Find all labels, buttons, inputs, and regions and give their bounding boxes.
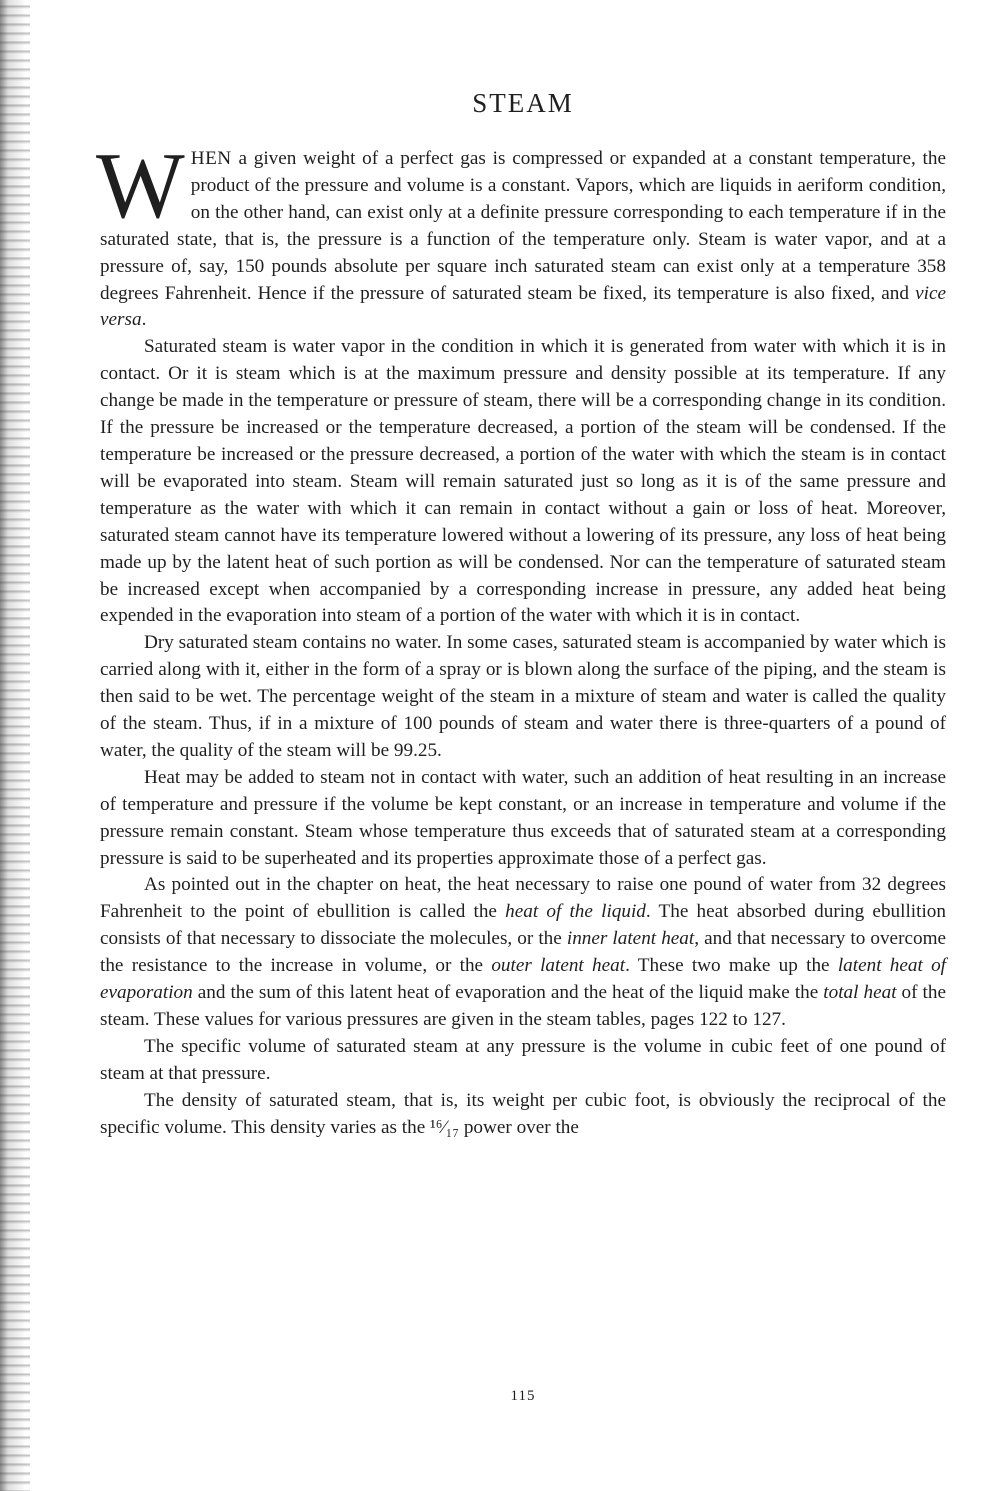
paragraph-6: The specific volume of saturated steam at any pressure is the volume in cubic feet of one pound of steam at that pressure. bbox=[100, 1035, 946, 1084]
italic-latent-heat-of-evaporation: latent heat of evaporation bbox=[100, 955, 946, 1004]
paragraph-5-text-f: of the steam. These values for various pressures are given in the steam tables, pages 122 to 127. bbox=[100, 982, 946, 1030]
page-number: 115 bbox=[510, 1388, 536, 1404]
paragraph-5-text-b: . The heat absorbed during ebullition consists of that necessary to dissociate the molecules, or the bbox=[100, 901, 946, 950]
paragraph-5-text-d: . These two make up the bbox=[625, 955, 838, 977]
paragraph-3: Dry saturated steam contains no water. In some cases, saturated steam is accompanied by water which is carried along with it, either in the form of a spray or is blown along the surface of the piping, and the steam is then said to be wet. The percentage weight of the steam in a mixture of steam and water is called the quality of the steam. Thus, if in a mixture of 100 pounds of steam and water there is three-quarters of a pound of water, the quality of the steam will be 99.25. bbox=[100, 632, 946, 761]
italic-vice-versa: vice versa bbox=[100, 282, 946, 331]
paragraph-4: Heat may be added to steam not in contact with water, such an addition of heat resulting in an increase of temperature and pressure if the volume be kept constant, or an increase in temperature and volume if the pressure remain constant. Steam whose temperature thus exceeds that of saturated steam at a corresponding pressure is said to be superheated and its properties approximate those of a perfect gas. bbox=[100, 766, 946, 869]
page-title: STEAM bbox=[472, 88, 574, 118]
paragraph-1-text-a: a given weight of a perfect gas is compressed or expanded at a constant temperature, the product of the pressure and volume is a constant. Vapors, which are liquids in aeriform condition, on the other hand, can exist only at a definite pressure corresponding to each temperature if in the saturated state, that is, the pressure is a function of the temperature only. Steam is water vapor, and at a pressure of, say, 150 pounds absolute per square inch saturated steam can exist only at a temperature 358 degrees Fahrenheit. Hence if the pressure of saturated steam be fixed, its temperature is also fixed, and bbox=[100, 148, 946, 304]
italic-outer-latent-heat: outer latent heat bbox=[491, 955, 626, 977]
italic-inner-latent-heat: inner latent heat bbox=[566, 928, 695, 950]
body-text bbox=[96, 134, 947, 1142]
drop-cap: W bbox=[96, 134, 185, 238]
paragraph-1-text-b: . bbox=[141, 309, 147, 331]
paragraph-5-text-c: , and that necessary to overcome the resistance to the increase in volume, or the bbox=[100, 928, 947, 977]
paragraph-5-text-a: As pointed out in the chapter on heat, the heat necessary to raise one pound of water from 32 degrees Fahrenheit to the point of ebullition is called the bbox=[100, 874, 946, 923]
paragraph-1 bbox=[96, 134, 946, 334]
italic-total-heat: total heat bbox=[823, 982, 897, 1004]
paragraph-2: Saturated steam is water vapor in the condition in which it is generated from water with which it is in contact. Or it is steam which is at the maximum pressure and density possible at its temperature. If any change be made in the temperature or pressure of steam, there will be a corresponding change in its condition. If the pressure be increased or the temperature decreased, a portion of the steam will be condensed. If the temperature be increased or the pressure decreased, a portion of the water with which the steam is in contact will be evaporated into steam. Steam will remain saturated just so long as it is of the same pressure and temperature as the water with which it can remain in contact without a gain or loss of heat. Moreover, saturated steam cannot have its temperature lowered without a lowering of its pressure, any loss of heat being made up by the latent heat of such portion as will be condensed. Nor can the temperature of saturated steam be increased except when accompanied by a corresponding increase in pressure, any added heat being expended in the evaporation into steam of a portion of the water with which it is in contact. bbox=[100, 336, 946, 627]
lead-word: HEN bbox=[190, 148, 232, 169]
paragraph-7: The density of saturated steam, that is, its weight per cubic foot, is obviously the reciprocal of the specific volume. This density varies as the ¹⁶⁄₁₇ power over the bbox=[100, 1089, 946, 1138]
paragraph-5-text-e: and the sum of this latent heat of evaporation and the heat of the liquid make the bbox=[192, 982, 824, 1004]
paragraph-5 bbox=[100, 872, 946, 1033]
scanned-page-edge bbox=[0, 0, 30, 1491]
italic-heat-of-the-liquid: heat of the liquid bbox=[505, 901, 646, 923]
